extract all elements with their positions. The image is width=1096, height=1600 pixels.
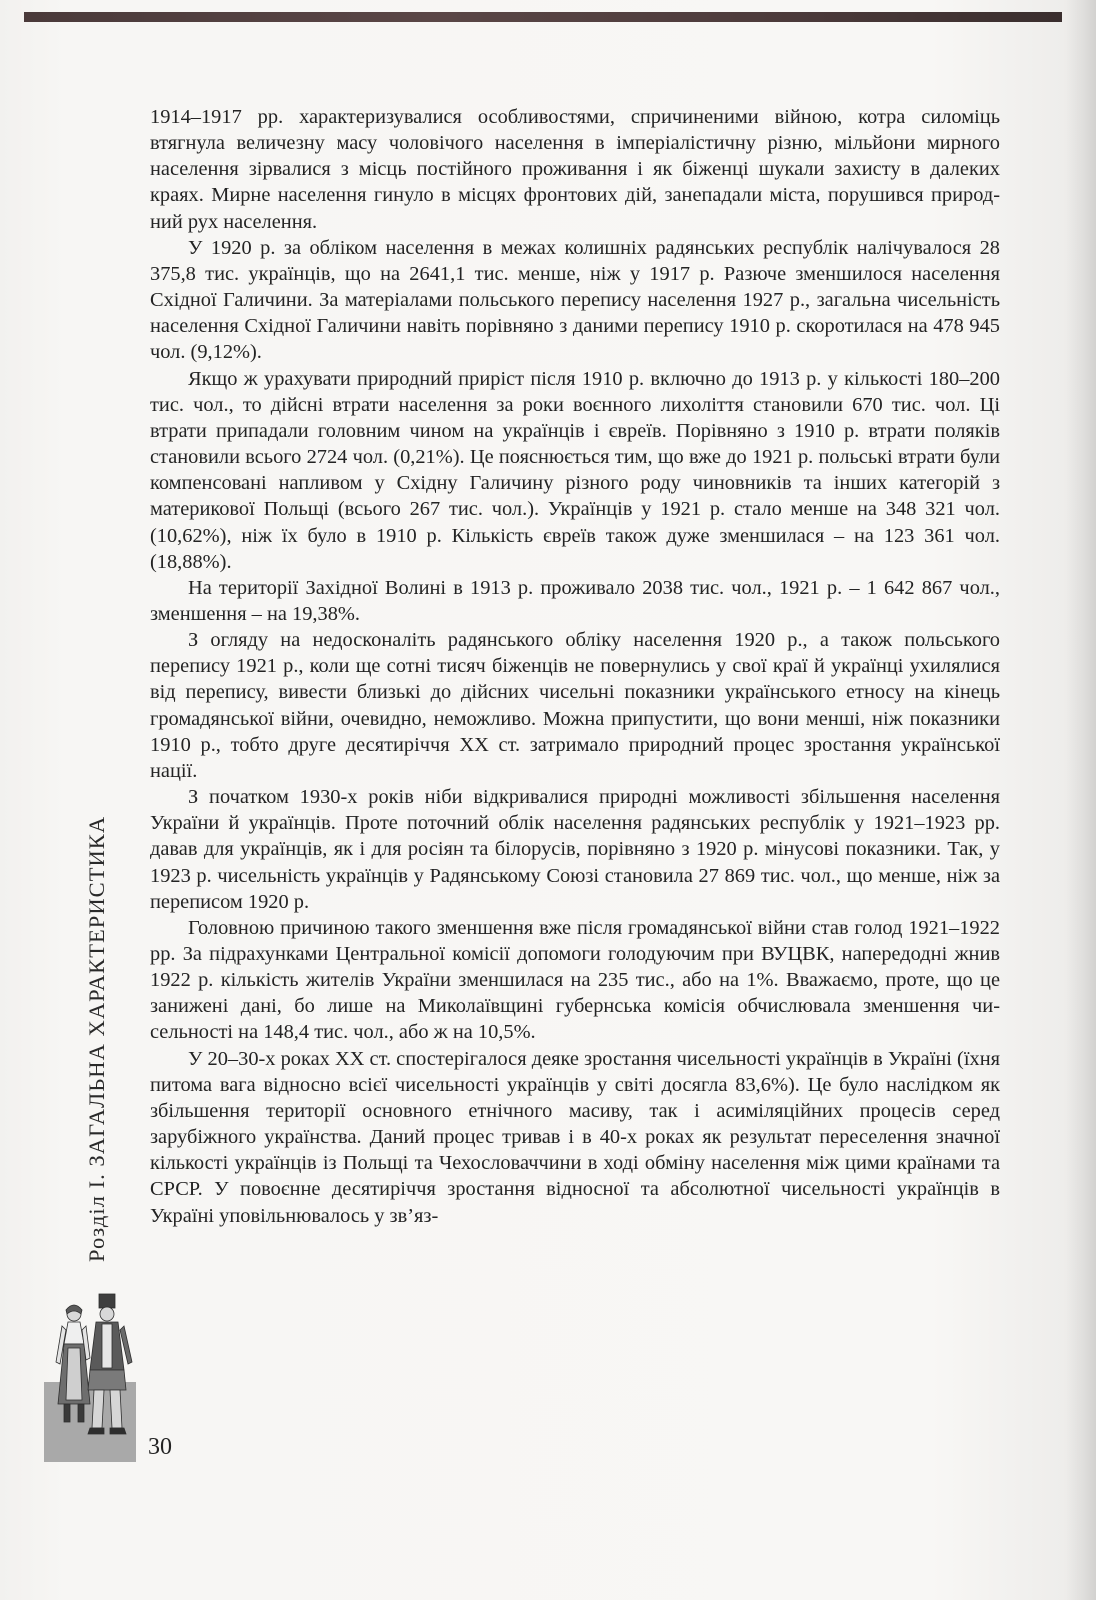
body-text	[150, 104, 1000, 1229]
folk-costume-figures-icon	[44, 1292, 136, 1442]
top-bar	[24, 12, 1062, 22]
page-number: 30	[148, 1434, 172, 1460]
paragraph-2: У 1920 р. за обліком населення в межах колишніх радянських республік налічувалося 28 375,8 тис. українців, що на 2641,1 тис. менше, ніж у 1917 р. Разюче зменшилося населення Східної Галичини. За матеріалами польського перепису населення 1927 р., загальна чисельність населення Східної Галичини навіть порівняно з даними перепису 1910 р. скоротилася на 478 945 чол. (9,12%).	[150, 236, 1000, 364]
side-chapter-header: Розділ I. ЗАГАЛЬНА ХАРАКТЕРИСТИКА	[84, 815, 109, 1262]
paragraph-6: З початком 1930-х років ніби відкривалися природні можливості збільшення населення України й українців. Проте поточний облік населення радянських республік у 1921–1923 рр. давав для українців, як і для росіян та білорусів, порівняно з 1920 р. мінусові показники. Так, у 1923 р. чисельність українців у Радянському Союзі становила 27 869 тис. чол., що менше, ніж за переписом 1920 р.	[150, 786, 1000, 913]
paragraph-5: З огляду на недосконаліть радянського обліку населення 1920 р., а також польського перепису 1921 р., коли ще сотні тисяч біженців не повернулись у свої краї й українці ухилялися від перепису, вивести близькі до дійсних чисельні показники українського етносу на кінець громадянської війни, очевидно, неможливо. Можна припустити, що вони менші, ніж показники 1910 р., тобто друге десятиріччя XX ст. затримало природний процес зростання української нації.	[150, 629, 1000, 782]
paragraph-4: На території Західної Волині в 1913 р. проживало 2038 тис. чол., 1921 р. – 1 642 867 чол., зменшення – на 19,38%.	[150, 576, 1000, 625]
page-edge-shadow	[1066, 0, 1096, 1600]
paragraph-7: Головною причиною такого зменшення вже після громадянської війни став голод 1921–1922 рр. За підрахунками Центральної комісії допомоги голодуючим при ВУЦВК, напередодні жнив 1922 р. кількість жителів України зменшилася на 235 тис., або на 1%. Вважаємо, проте, що це занижені дані, бо лише на Миколаївщині губернська комісія обчислювала зменшення чисельності на 148,4 тис. чол., або ж на 10,5%.	[150, 916, 1000, 1044]
paragraph-1: 1914–1917 рр. характеризувалися особливостями, спричиненими війною, котра силоміць втягнула величезну масу чоловічого населення в імперіалістичну різню, мільйони мирного населення зірвалися з місць постійного проживання і як біженці шукали захисту в далеких краях. Мирне населення гинуло в місцях фронтових дій, занепадали міста, порушився природний рух населення.	[150, 106, 1000, 233]
paragraph-8: У 20–30-х роках XX ст. спостерігалося деяке зростання чисельності українців в Україні (їхня питома вага відносно всієї чисельності українців у світі досягла 83,6%). Це було наслідком як збільшення території основного етнічного масиву, так і асиміляційних процесів серед зарубіжного українства. Даний процес тривав і в 40-х роках як результат переселення значної кількості українців із Польщі та Чехословаччини в ході обміну населення між цими країнами та СРСР. У повоєнне десятиріччя зростання відносної та абсолютної чисельності українців в Україні уповільнювалось у зв’яз-	[150, 1047, 1000, 1227]
paragraph-3: Якщо ж урахувати природний приріст після 1910 р. включно до 1913 р. у кількості 180–200 тис. чол., то дійсні втрати населення за роки воєнного лихоліття становили 670 тис. чол. Ці втрати припадали головним чином на українців і євреїв. Порівняно з 1910 р. втрати поляків становили всього 2724 чол. (0,21%). Це пояснюється тим, що вже до 1921 р. польські втрати були компенсовані напливом у Східну Галичину різного роду чиновників та інших категорій з материкової Польщі (всього 267 тис. чол.). Українців у 1921 р. стало менше на 348 321 чол. (10,62%), ніж їх було в 1910 р. Кількість євреїв також дуже зменшилася – на 123 361 чол. (18,88%).	[150, 367, 1000, 573]
